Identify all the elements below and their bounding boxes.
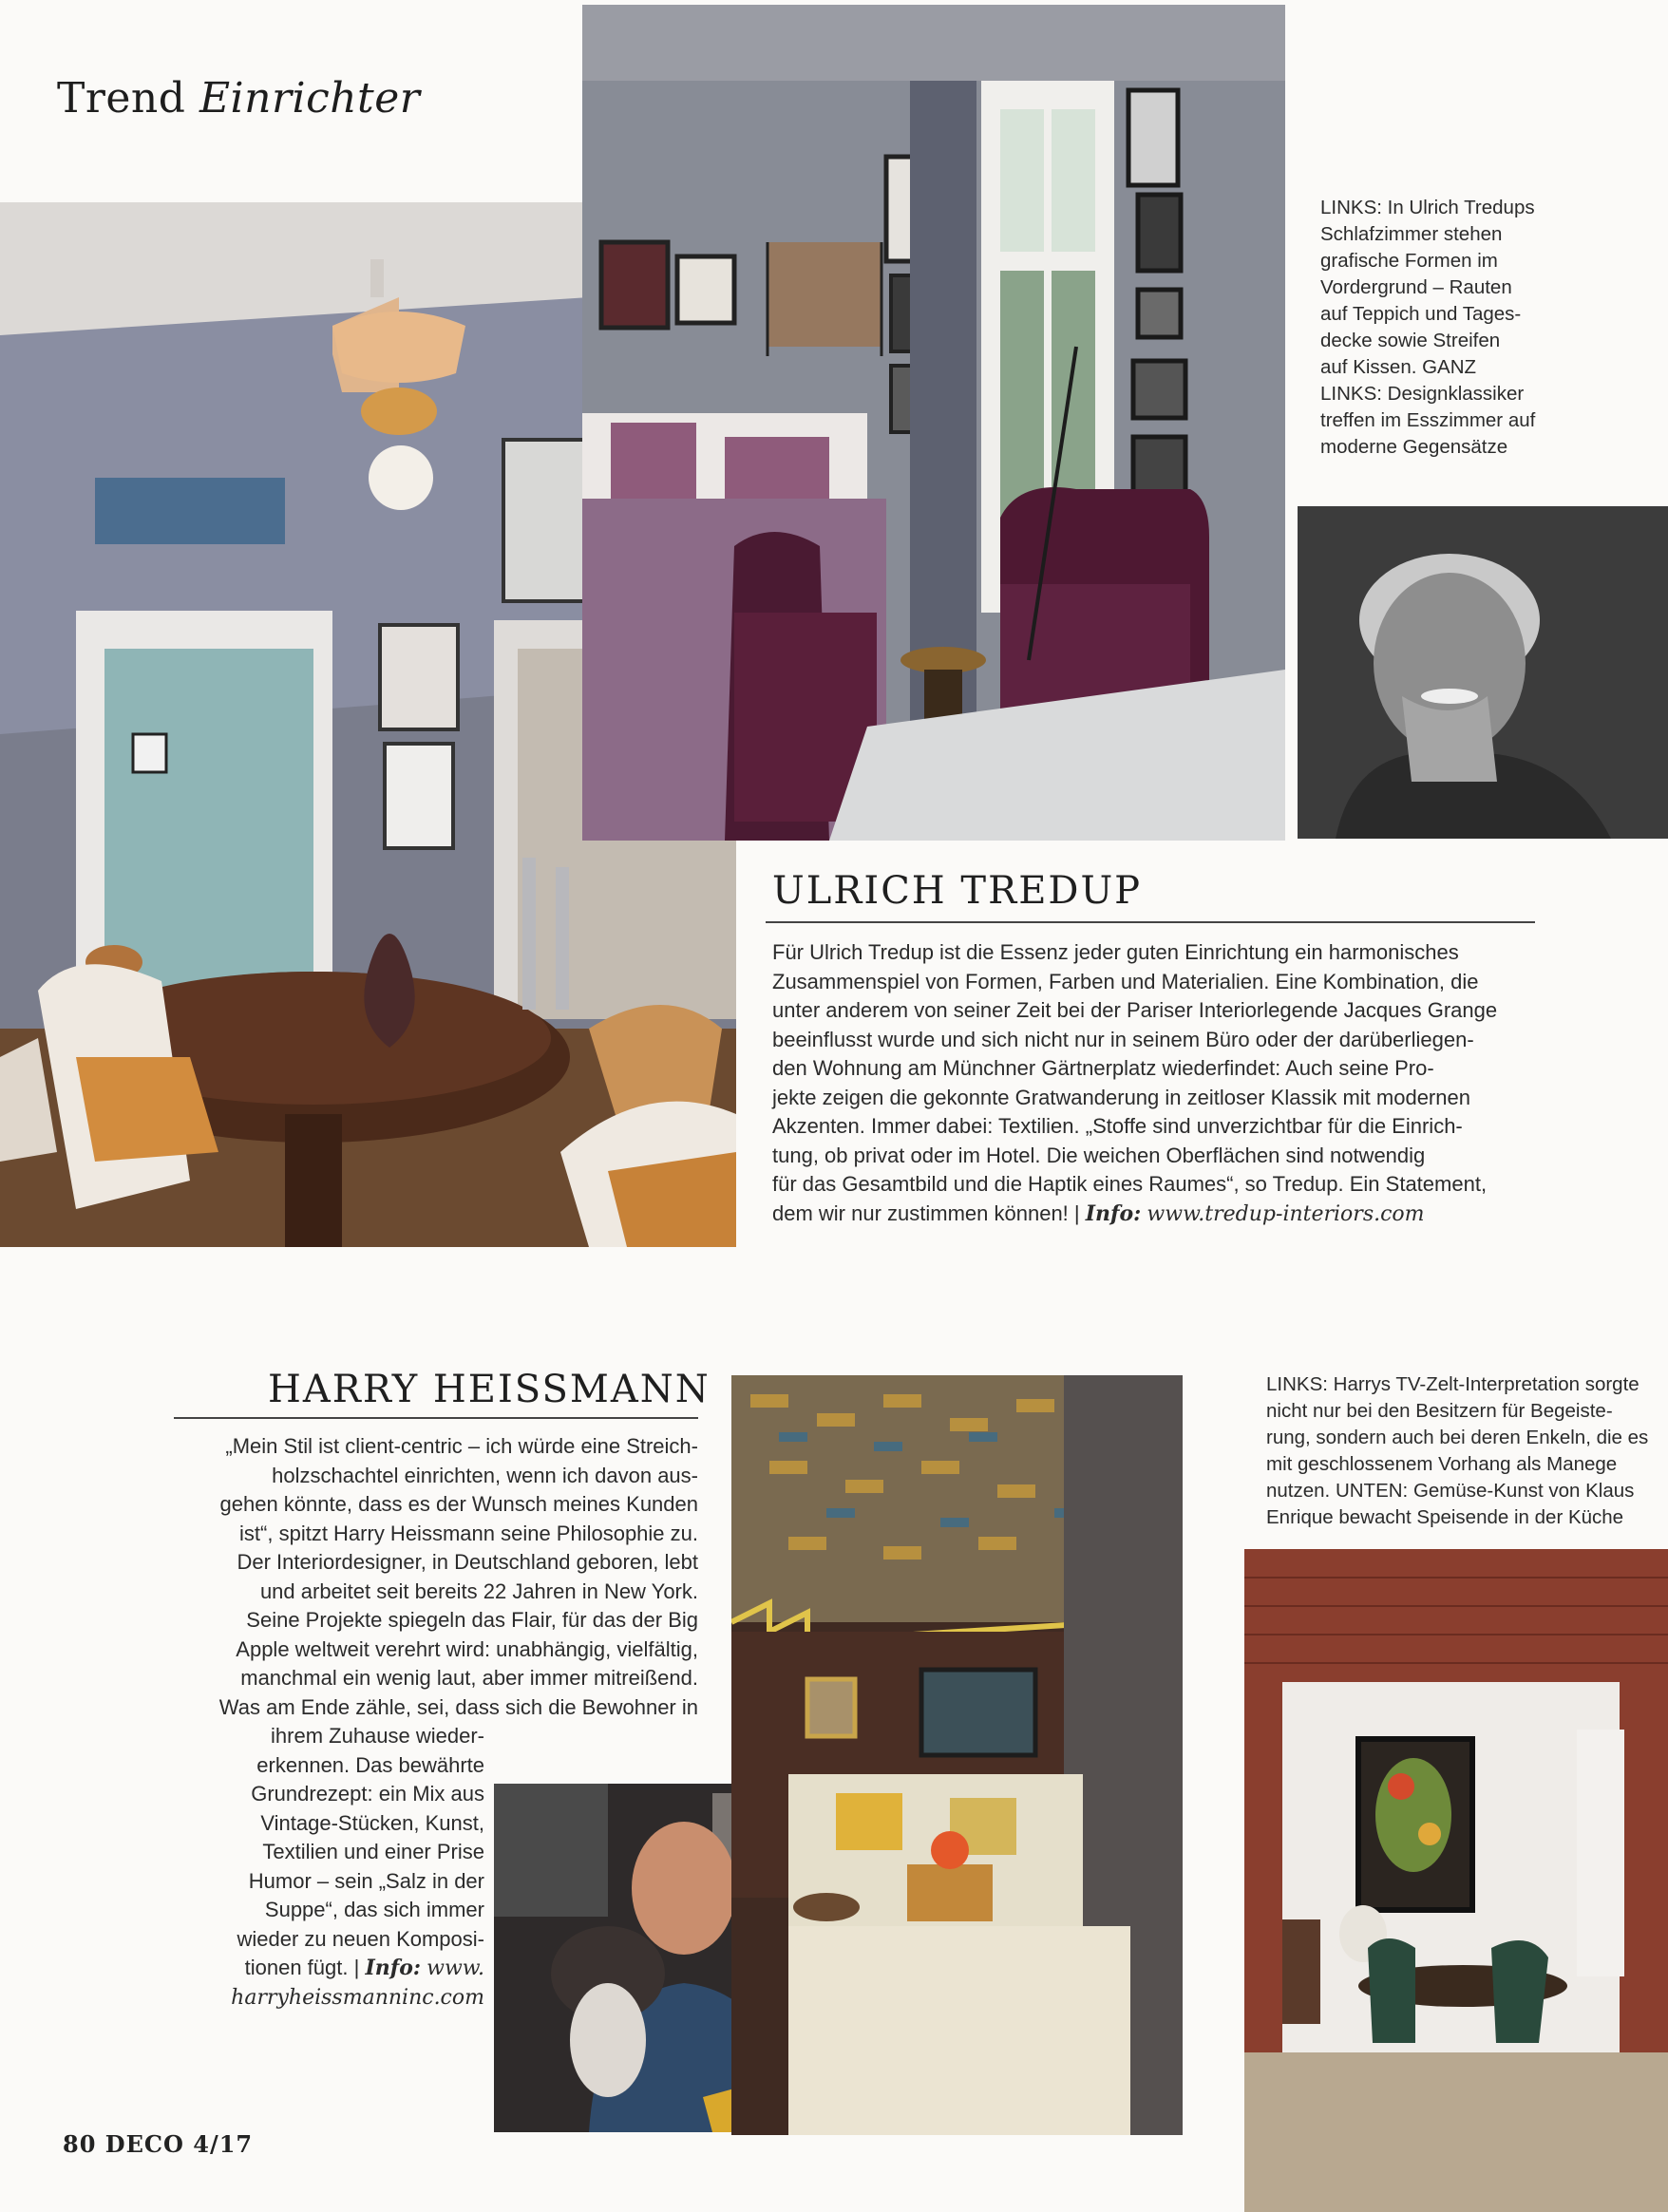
- tredup-line: tung, ob privat oder im Hotel. Die weichen Oberflächen sind notwendig: [772, 1143, 1426, 1167]
- heissmann-line: ist“, spitzt Harry Heissmann seine Philosophie zu.: [239, 1521, 698, 1545]
- tredup-info-label: Info:: [1085, 1201, 1142, 1226]
- heissmann-info-label: Info:: [365, 1956, 421, 1980]
- heissmann-line: manchmal ein wenig laut, aber immer mitreißend.: [240, 1666, 698, 1690]
- tredup-line: dem wir nur zustimmen können! |: [772, 1201, 1080, 1225]
- tredup-line: Akzenten. Immer dabei: Textilien. „Stoffe sind unverzichtbar für die Einrich-: [772, 1114, 1463, 1138]
- heissmann-line: wieder zu neuen Komposi-: [237, 1926, 484, 1951]
- tredup-info-link[interactable]: www.tredup-interiors.com: [1147, 1201, 1425, 1226]
- tredup-line: für das Gesamtbild und die Haptik eines Raumes“, so Tredup. Ein Statement,: [772, 1172, 1488, 1196]
- tredup-heading-rule: [766, 921, 1535, 923]
- page-number: 80: [63, 2130, 97, 2158]
- heissmann-body-narrow: [133, 1722, 484, 2013]
- heissmann-info-link-part2[interactable]: harryheissmanninc.com: [231, 1985, 484, 2010]
- heissmann-heading: HARRY HEISSMANN: [268, 1368, 711, 1411]
- tredup-heading: ULRICH TREDUP: [772, 869, 1143, 913]
- heissmann-line: Textilien und einer Prise: [262, 1840, 484, 1863]
- tredup-line: Für Ulrich Tredup ist die Essenz jeder guten Einrichtung ein harmonisches: [772, 940, 1459, 964]
- tredup-line: jekte zeigen die gekonnte Gratwanderung in zeitloser Klassik mit modernen: [772, 1085, 1470, 1109]
- heissmann-line: Humor – sein „Salz in der: [248, 1868, 484, 1893]
- heissmann-line: Seine Projekte spiegeln das Flair, für das der Big: [246, 1608, 698, 1632]
- heissmann-line: tionen fügt. |: [244, 1956, 360, 1979]
- tredup-line: beeinflusst wurde und sich nicht nur in seinem Büro oder der darüberliegen-: [772, 1027, 1474, 1051]
- heissmann-line: Grundrezept: ein Mix aus: [251, 1782, 484, 1806]
- heissmann-line-info: [133, 1954, 484, 1984]
- heissmann-line: gehen könnte, dass es der Wunsch meines Kunden: [219, 1492, 698, 1516]
- heissmann-line: „Mein Stil ist client-centric – ich würde eine Streich-: [225, 1434, 698, 1458]
- section-header: [57, 74, 420, 123]
- heissmann-line: Vintage-Stücken, Kunst,: [260, 1810, 484, 1835]
- heissmann-line: erkennen. Das bewährte: [256, 1752, 484, 1777]
- header-keyword: Einrichter: [199, 74, 421, 123]
- heissmann-line: ihrem Zuhause wieder-: [271, 1724, 484, 1748]
- heissmann-info-link-part1[interactable]: www.: [426, 1957, 484, 1980]
- page-footer: [63, 2130, 253, 2158]
- tredup-line: den Wohnung am Münchner Gärtnerplatz wiederfindet: Auch seine Pro-: [772, 1056, 1434, 1080]
- magazine-name: DECO: [104, 2130, 184, 2158]
- header-section: Trend: [57, 74, 186, 123]
- heissmann-line: Suppe“, das sich immer: [264, 1898, 484, 1921]
- heissmann-line: holzschachtel einrichten, wenn ich davon aus-: [272, 1463, 698, 1487]
- heissmann-body: [142, 1432, 698, 1722]
- portrait-ulrich-tredup: [1298, 506, 1668, 839]
- tredup-line: Zusammenspiel von Formen, Farben und Materialien. Eine Kombination, die: [772, 969, 1479, 993]
- heissmann-line: Apple weltweit verehrt wird: unabhängig, vielfältig,: [236, 1636, 698, 1661]
- issue-number: 4/17: [193, 2130, 254, 2158]
- heissmann-photo-caption: LINKS: Harrys TV-Zelt-Interpretation sorgte nicht nur bei den Besitzern für Begeiste- rung, sondern auch bei deren Enkeln, die es mit geschlossenem Vorhang als Manege nutzen. UNTEN: Gemüse-Kunst von Klaus Enrique bewacht Speisende in der Küche: [1266, 1373, 1649, 1528]
- tredup-body: [772, 938, 1551, 1229]
- heissmann-line: Der Interiordesigner, in Deutschland geboren, lebt: [237, 1550, 698, 1574]
- tredup-line-last: [772, 1200, 1551, 1230]
- heissmann-line: und arbeitet seit bereits 22 Jahren in New York.: [259, 1579, 698, 1603]
- heissmann-heading-rule: [174, 1417, 698, 1419]
- tent-room-photo: [731, 1375, 1183, 2135]
- heissmann-line: Was am Ende zähle, sei, dass sich die Bewohner in: [218, 1694, 698, 1719]
- bedroom-photo: [582, 5, 1285, 841]
- tredup-line: unter anderem von seiner Zeit bei der Pariser Interiorlegende Jacques Grange: [772, 998, 1498, 1022]
- tredup-photo-caption: LINKS: In Ulrich Tredups Schlafzimmer stehen grafische Formen im Vordergrund – Rauten auf Teppich und Tages- decke sowie Streifen auf Kissen. GANZ LINKS: Designklassiker treffen im Esszimmer auf moderne Gegensätze: [1320, 197, 1536, 458]
- kitchen-photo: [1244, 1549, 1668, 2212]
